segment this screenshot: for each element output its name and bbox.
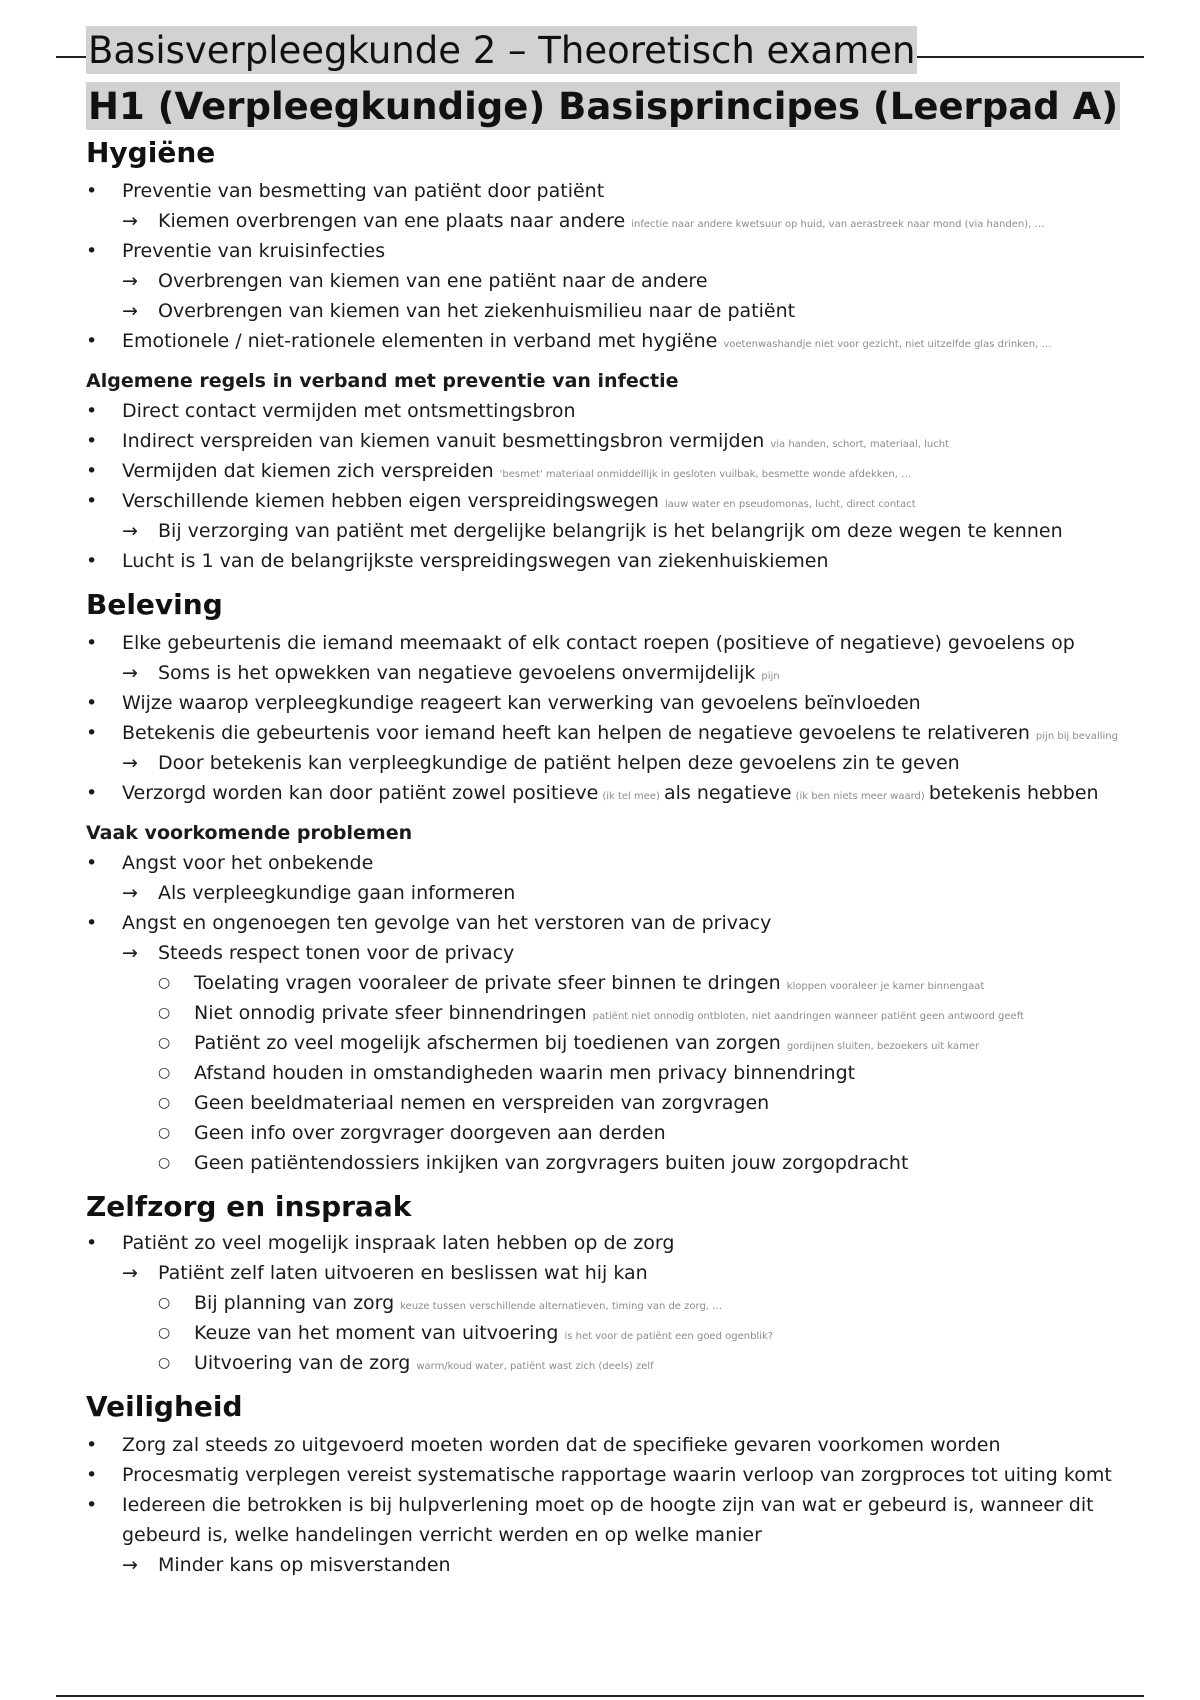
list-item: ○ Geen info over zorgvrager doorgeven aan derden: [86, 1118, 1146, 1148]
list-item: ○ Patiënt zo veel mogelijk afschermen bij toedienen van zorgen gordijnen sluiten, bezoekers uit kamer: [86, 1028, 1146, 1058]
list-item: • Direct contact vermijden met ontsmettingsbron: [86, 396, 1146, 426]
arrow-icon: →: [122, 270, 138, 292]
list-item: → Overbrengen van kiemen van het ziekenhuismilieu naar de patiënt: [86, 296, 1146, 326]
margin-note: (ik ben niets meer waard): [795, 791, 925, 802]
margin-note: 'besmet' materiaal onmiddellijk in gesloten vuilbak, besmette wonde afdekken, …: [499, 469, 912, 480]
margin-note: pijn bij bevalling: [1035, 731, 1118, 742]
margin-note: is het voor de patiënt een goed ogenblik?: [564, 1331, 774, 1342]
arrow-icon: →: [122, 942, 138, 964]
list-item: ○ Keuze van het moment van uitvoering is het voor de patiënt een goed ogenblik?: [86, 1318, 1146, 1348]
list-item: ○ Bij planning van zorg keuze tussen verschillende alternatieven, timing van de zorg, …: [86, 1288, 1146, 1318]
section-heading: Hygiëne: [86, 136, 216, 169]
document-title: Basisverpleegkunde 2 – Theoretisch examen: [86, 26, 1146, 74]
document-page: [86, 26, 1146, 1580]
arrow-icon: →: [122, 752, 138, 774]
list-item: • Verschillende kiemen hebben eigen verspreidingswegen lauw water en pseudomonas, lucht, direct contact: [86, 486, 1146, 516]
list-item: ○ Niet onnodig private sfeer binnendringen patiënt niet onnodig ontbloten, niet aandringen wanneer patiënt geen antwoord geeft: [86, 998, 1146, 1028]
footer-rule: [56, 1695, 1144, 1697]
list-item: → Soms is het opwekken van negatieve gevoelens onvermijdelijk pijn: [86, 658, 1146, 688]
section-zelfzorg: [86, 1190, 1146, 1378]
arrow-icon: →: [122, 882, 138, 904]
list-item: • Indirect verspreiden van kiemen vanuit besmettingsbron vermijden via handen, schort, materiaal, lucht: [86, 426, 1146, 456]
list-item: → Steeds respect tonen voor de privacy: [86, 938, 1146, 968]
list-item: • Betekenis die gebeurtenis voor iemand heeft kan helpen de negatieve gevoelens te relativeren pijn bij bevalling: [86, 718, 1146, 748]
list-item: • Iedereen die betrokken is bij hulpverlening moet op de hoogte zijn van wat er gebeurd is, wanneer dit gebeurd is, welke handelingen verricht werden en op welke manier: [86, 1490, 1172, 1550]
list-item: • Emotionele / niet-rationele elementen in verband met hygiëne voetenwashandje niet voor gezicht, niet uitzelfde glas drinken, …: [86, 326, 1146, 356]
margin-note: infectie naar andere kwetsuur op huid, van aerastreek naar mond (via handen), …: [631, 219, 1045, 230]
list-item: ○ Geen beeldmateriaal nemen en verspreiden van zorgvragen: [86, 1088, 1146, 1118]
margin-note: kloppen vooraleer je kamer binnengaat: [786, 981, 985, 992]
section-algemene-regels: [86, 366, 1146, 576]
subsection-heading: Algemene regels in verband met preventie van infectie: [86, 370, 679, 392]
section-veiligheid: [86, 1390, 1146, 1580]
list-item: • Elke gebeurtenis die iemand meemaakt of elk contact roepen (positieve of negatieve) gevoelens op: [86, 628, 1146, 658]
list-item: → Bij verzorging van patiënt met dergelijke belangrijk is het belangrijk om deze wegen te kennen: [86, 516, 1146, 546]
list-item: • Lucht is 1 van de belangrijkste verspreidingswegen van ziekenhuiskiemen: [86, 546, 1146, 576]
list-item: → Door betekenis kan verpleegkundige de patiënt helpen deze gevoelens zin te geven: [86, 748, 1146, 778]
section-heading: Zelfzorg en inspraak: [86, 1190, 412, 1223]
list-item: • Patiënt zo veel mogelijk inspraak laten hebben op de zorg: [86, 1228, 1146, 1258]
margin-note: gordijnen sluiten, bezoekers uit kamer: [786, 1041, 980, 1052]
arrow-icon: →: [122, 1554, 138, 1576]
list-item: ○ Afstand houden in omstandigheden waarin men privacy binnendringt: [86, 1058, 1146, 1088]
margin-note: patiënt niet onnodig ontbloten, niet aandringen wanneer patiënt geen antwoord geeft: [592, 1011, 1024, 1022]
list-item: → Als verpleegkundige gaan informeren: [86, 878, 1146, 908]
section-beleving: [86, 588, 1146, 808]
margin-note: lauw water en pseudomonas, lucht, direct contact: [664, 499, 916, 510]
list-item: → Patiënt zelf laten uitvoeren en beslissen wat hij kan: [86, 1258, 1146, 1288]
list-item: • Preventie van besmetting van patiënt door patiënt: [86, 176, 1146, 206]
list-item: ○ Uitvoering van de zorg warm/koud water, patiënt wast zich (deels) zelf: [86, 1348, 1146, 1378]
list-item: • Preventie van kruisinfecties: [86, 236, 1146, 266]
margin-note: voetenwashandje niet voor gezicht, niet uitzelfde glas drinken, …: [723, 339, 1052, 350]
chapter-title: H1 (Verpleegkundige) Basisprincipes (Leerpad A): [86, 82, 1146, 130]
margin-note: via handen, schort, materiaal, lucht: [770, 439, 949, 450]
list-item: → Kiemen overbrengen van ene plaats naar andere infectie naar andere kwetsuur op huid, van aerastreek naar mond (via handen), …: [86, 206, 1146, 236]
margin-note: (ik tel mee): [602, 791, 660, 802]
list-item: → Overbrengen van kiemen van ene patiënt naar de andere: [86, 266, 1146, 296]
arrow-icon: →: [122, 662, 138, 684]
margin-note: warm/koud water, patiënt wast zich (deels) zelf: [416, 1361, 654, 1372]
list-item: • Zorg zal steeds zo uitgevoerd moeten worden dat de specifieke gevaren voorkomen worden: [86, 1430, 1146, 1460]
arrow-icon: →: [122, 1262, 138, 1284]
list-item: • Procesmatig verplegen vereist systematische rapportage waarin verloop van zorgproces tot uiting komt: [86, 1460, 1146, 1490]
section-hygiene: [86, 136, 1146, 356]
subsection-heading: Vaak voorkomende problemen: [86, 822, 413, 844]
section-heading: Veiligheid: [86, 1390, 243, 1423]
list-item: ○ Geen patiëntendossiers inkijken van zorgvragers buiten jouw zorgopdracht: [86, 1148, 1146, 1178]
section-problemen: [86, 818, 1146, 1178]
section-heading: Beleving: [86, 588, 223, 621]
list-item: → Minder kans op misverstanden: [86, 1550, 1146, 1580]
list-item: • Wijze waarop verpleegkundige reageert kan verwerking van gevoelens beïnvloeden: [86, 688, 1146, 718]
arrow-icon: →: [122, 210, 138, 232]
list-item: • Verzorgd worden kan door patiënt zowel positieve (ik tel mee) als negatieve (ik ben niets meer waard) betekenis hebben: [86, 778, 1146, 808]
margin-note: pijn: [761, 671, 780, 682]
margin-note: keuze tussen verschillende alternatieven, timing van de zorg, …: [400, 1301, 723, 1312]
list-item: • Angst en ongenoegen ten gevolge van het verstoren van de privacy: [86, 908, 1146, 938]
list-item: ○ Toelating vragen vooraleer de private sfeer binnen te dringen kloppen vooraleer je kamer binnengaat: [86, 968, 1146, 998]
arrow-icon: →: [122, 300, 138, 322]
list-item: • Angst voor het onbekende: [86, 848, 1146, 878]
arrow-icon: →: [122, 520, 138, 542]
list-item: • Vermijden dat kiemen zich verspreiden 'besmet' materiaal onmiddellijk in gesloten vuilbak, besmette wonde afdekken, …: [86, 456, 1146, 486]
